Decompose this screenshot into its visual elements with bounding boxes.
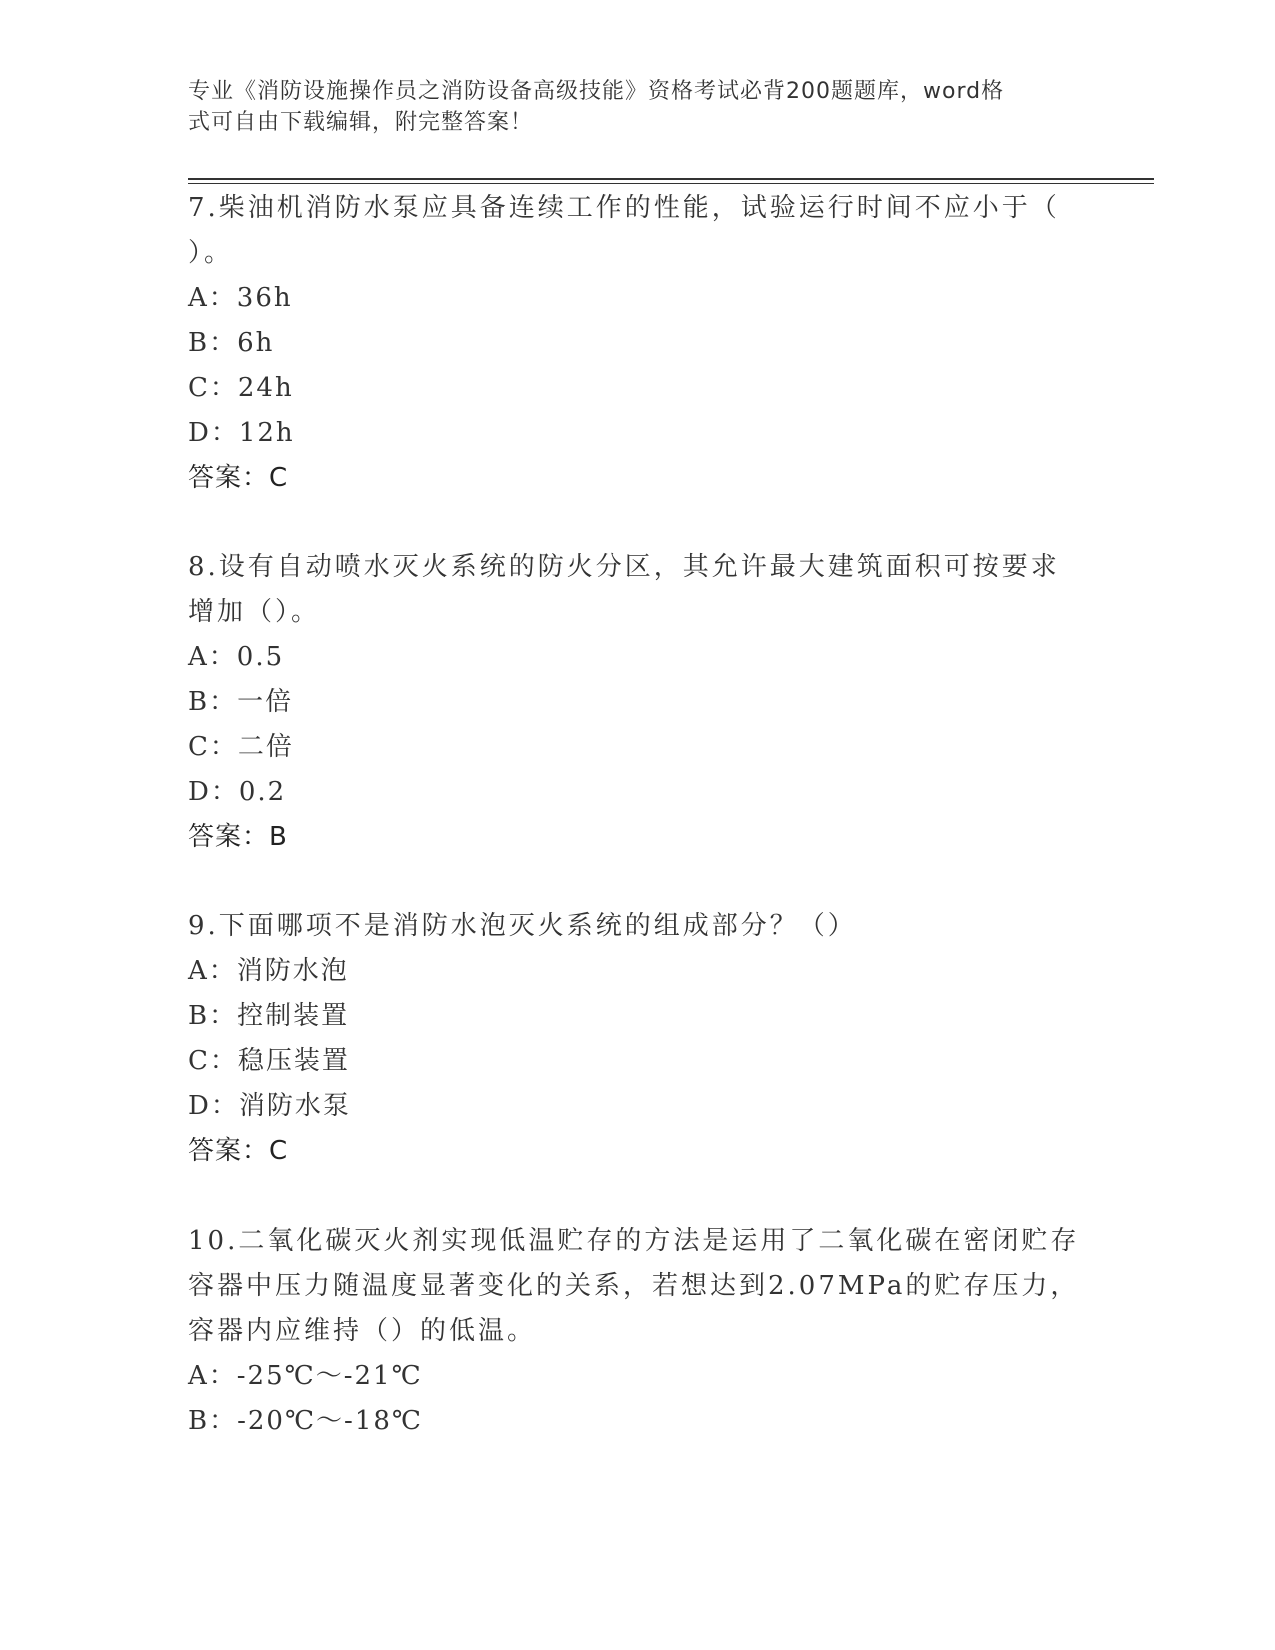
document-header bbox=[188, 76, 1088, 138]
header-rule-thick bbox=[188, 178, 1154, 180]
question-8-option-b: B：一倍 bbox=[188, 687, 294, 717]
question-9-option-c: C：稳压装置 bbox=[188, 1046, 350, 1076]
question-8-option-c: C：二倍 bbox=[188, 732, 294, 762]
question-9-answer: 答案：C bbox=[188, 1136, 289, 1166]
question-8-answer: 答案：B bbox=[188, 822, 288, 852]
question-7-option-d: D：12h bbox=[188, 418, 295, 448]
question-7 bbox=[188, 186, 1088, 501]
question-10-line-2: 容器中压力随温度显著变化的关系，若想达到2.07MPa的贮存压力， bbox=[188, 1271, 1080, 1301]
question-7-answer: 答案：C bbox=[188, 463, 289, 493]
question-10 bbox=[188, 1219, 1088, 1444]
question-10-option-b: B：-20℃～-18℃ bbox=[188, 1406, 424, 1436]
header-rule-thin bbox=[188, 183, 1154, 184]
question-9-option-b: B：控制装置 bbox=[188, 1001, 350, 1031]
question-8-option-d: D：0.2 bbox=[188, 777, 287, 807]
question-10-line-3: 容器内应维持（）的低温。 bbox=[188, 1316, 537, 1346]
header-line-1: 专业《消防设施操作员之消防设备高级技能》资格考试必背200题题库，word格 bbox=[188, 79, 1005, 104]
question-10-line-1: 10.二氧化碳灭火剂实现低温贮存的方法是运用了二氧化碳在密闭贮存 bbox=[188, 1226, 1080, 1256]
question-9 bbox=[188, 904, 1088, 1174]
question-7-line-1: 7.柴油机消防水泵应具备连续工作的性能，试验运行时间不应小于（ bbox=[188, 193, 1060, 223]
question-9-line-1: 9.下面哪项不是消防水泡灭火系统的组成部分？（） bbox=[188, 911, 857, 941]
question-7-option-b: B：6h bbox=[188, 328, 275, 358]
question-8-line-2: 增加（）。 bbox=[188, 597, 321, 627]
question-10-option-a: A：-25℃～-21℃ bbox=[188, 1361, 423, 1391]
question-8-option-a: A：0.5 bbox=[188, 642, 285, 672]
question-8 bbox=[188, 545, 1088, 860]
question-7-option-a: A：36h bbox=[188, 283, 293, 313]
question-7-option-c: C：24h bbox=[188, 373, 294, 403]
question-8-line-1: 8.设有自动喷水灭火系统的防火分区，其允许最大建筑面积可按要求 bbox=[188, 552, 1060, 582]
question-9-option-d: D：消防水泵 bbox=[188, 1091, 351, 1121]
question-7-line-2: ）。 bbox=[188, 238, 234, 268]
question-9-option-a: A：消防水泡 bbox=[188, 956, 349, 986]
header-line-2: 式可自由下载编辑，附完整答案！ bbox=[188, 110, 534, 135]
